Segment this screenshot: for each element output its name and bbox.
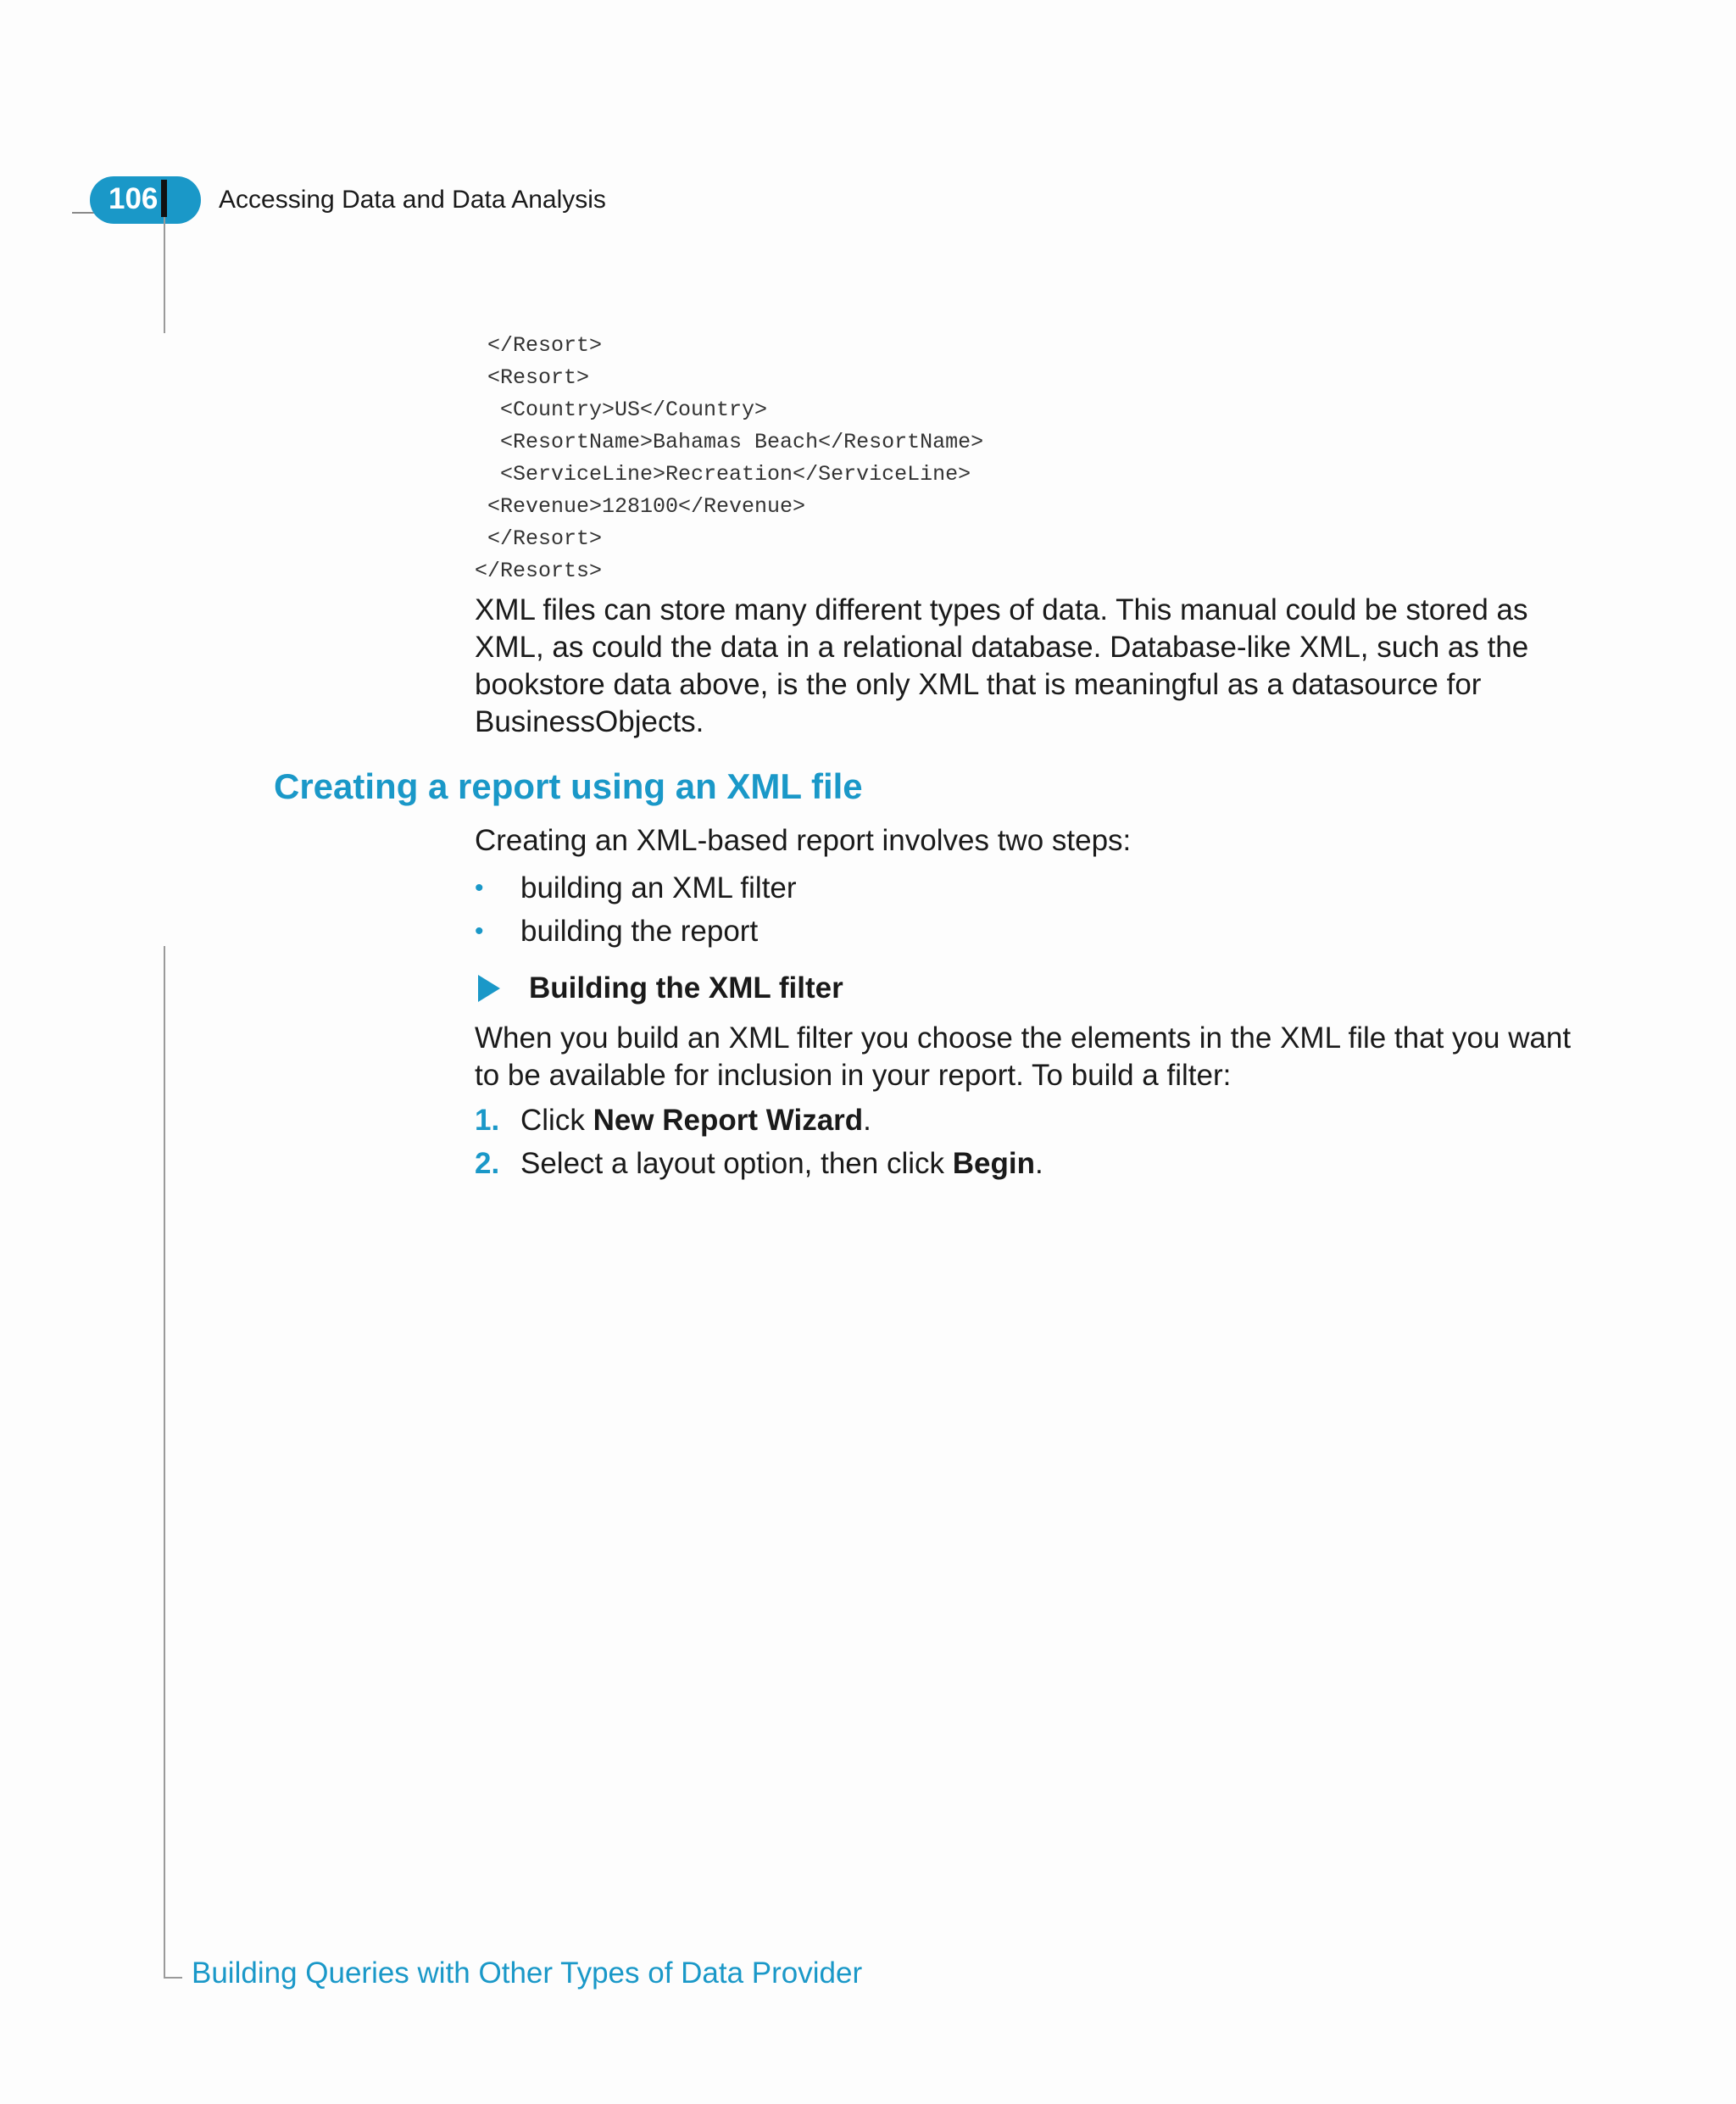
section-heading: Creating a report using an XML file xyxy=(274,766,863,806)
step-text-end: . xyxy=(1034,1147,1043,1180)
step-text: Click xyxy=(520,1104,593,1137)
bullet-icon: • xyxy=(475,874,484,902)
step-item xyxy=(475,1142,1043,1185)
margin-rule-top xyxy=(164,217,165,333)
step-item xyxy=(475,1099,1043,1142)
procedure-title: Building the XML filter xyxy=(529,971,843,1005)
step-bold-text: Begin xyxy=(952,1147,1035,1180)
code-line: </Resort> xyxy=(475,333,603,358)
footer-section-title: Building Queries with Other Types of Data Provider xyxy=(192,1956,863,1990)
step-bold-text: New Report Wizard xyxy=(593,1104,864,1137)
margin-rule-bottom xyxy=(164,946,165,1979)
list-item xyxy=(475,910,797,953)
code-line: <Country>US</Country> xyxy=(475,398,768,422)
page-number-marker xyxy=(161,180,167,217)
triangle-arrow-icon xyxy=(478,975,500,1002)
page-number: 106 xyxy=(108,182,159,215)
numbered-steps xyxy=(475,1099,1043,1185)
code-line: <Revenue>128100</Revenue> xyxy=(475,494,806,519)
code-line: <Resort> xyxy=(475,365,590,390)
list-item xyxy=(475,866,797,910)
intro-paragraph: Creating an XML-based report involves two steps: xyxy=(475,824,1132,857)
bullet-text: building an XML filter xyxy=(520,871,797,904)
code-line: <ServiceLine>Recreation</ServiceLine> xyxy=(475,462,971,487)
filter-paragraph: When you build an XML filter you choose the elements in the XML file that you want to be available for inclusion in your report. To build a filter: xyxy=(475,1021,1572,1092)
xml-description-paragraph: XML files can store many different types of data. This manual could be stored as XML, as could the data in a relational database. Database-like XML, such as the bookstore data above, is the only XML that is meaningful as a datasource for BusinessObjects. xyxy=(475,593,1529,738)
code-line: </Resorts> xyxy=(475,559,603,583)
step-text: Select a layout option, then click xyxy=(520,1147,953,1180)
step-number: 2. xyxy=(475,1147,500,1180)
step-text-end: . xyxy=(863,1104,871,1137)
xml-code-block xyxy=(475,330,983,587)
steps-bullet-list xyxy=(475,866,797,953)
bullet-text: building the report xyxy=(520,915,759,948)
margin-rule-foot xyxy=(164,1977,182,1979)
step-number: 1. xyxy=(475,1104,500,1137)
code-line: <ResortName>Bahamas Beach</ResortName> xyxy=(475,430,984,454)
bullet-icon: • xyxy=(475,917,484,945)
chapter-title: Accessing Data and Data Analysis xyxy=(219,186,606,214)
code-line: </Resort> xyxy=(475,526,603,551)
